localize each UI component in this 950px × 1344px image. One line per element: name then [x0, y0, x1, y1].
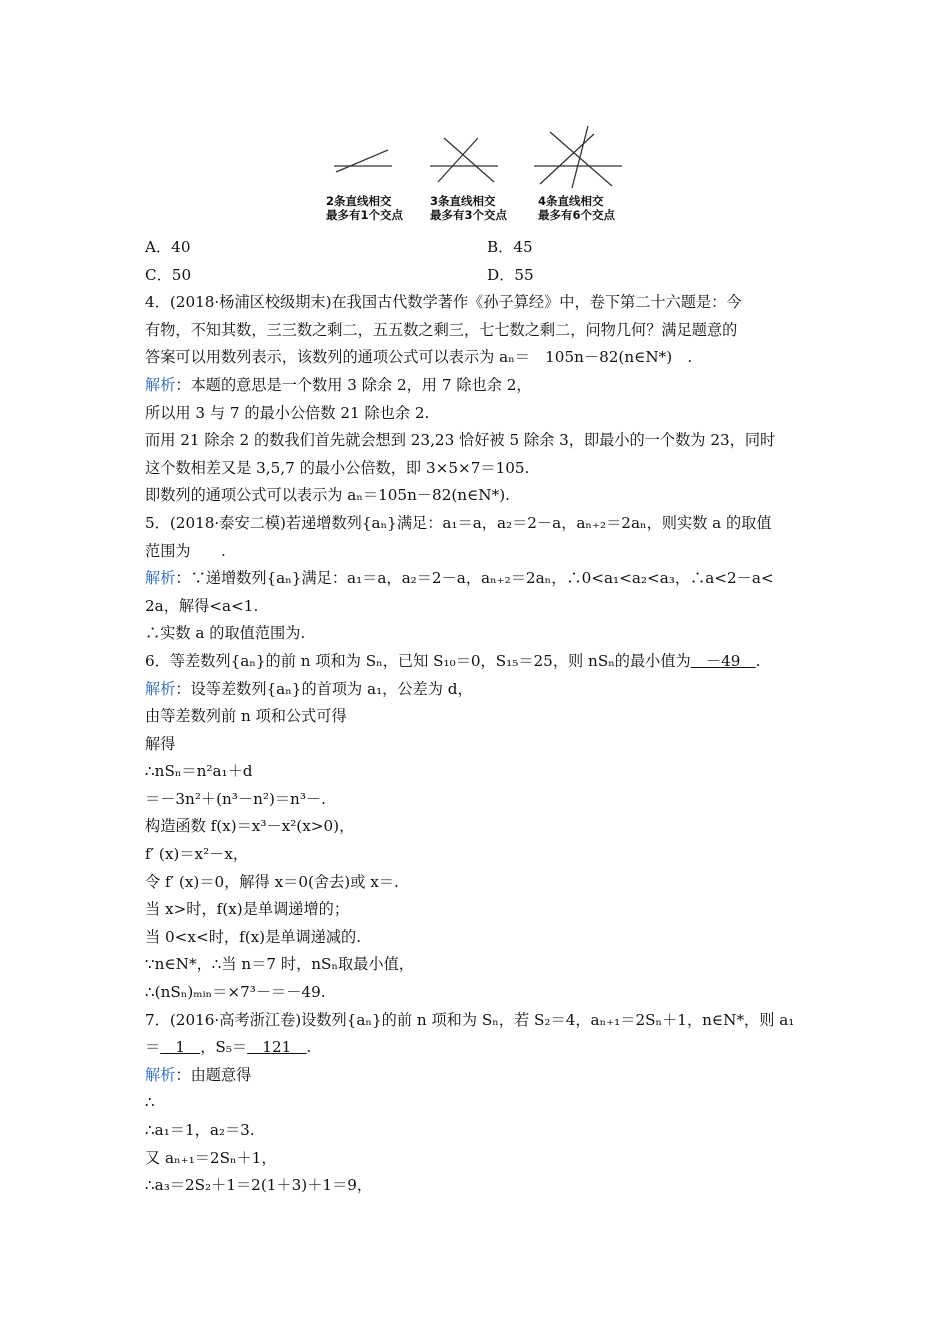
answer-blank: －49: [690, 651, 756, 670]
caption-line: 最多有1个交点: [326, 208, 404, 222]
option-b: B．45: [487, 238, 533, 256]
document-content: [145, 234, 810, 1200]
text-line: [145, 289, 810, 317]
text-line: [145, 896, 810, 924]
text-line: [145, 427, 810, 455]
options-row-1: [145, 234, 810, 262]
text-line: [145, 482, 810, 510]
text-line: [145, 510, 810, 538]
line-text: ＝: [145, 1038, 161, 1057]
line-text: ∴a₃＝2S₂＋1＝2(1＋3)＋1＝9，: [145, 1176, 373, 1195]
line-text: 5．(2018·泰安二模)若递增数列{aₙ}满足：a₁＝a，a₂＝2－a，aₙ₊₂＝2aₙ，则实数 a 的取值: [145, 513, 772, 532]
text-line: [145, 565, 810, 593]
line-text: 所以用 3 与 7 的最小公倍数 21 除也余 2.: [145, 403, 430, 422]
text-line: [145, 924, 810, 952]
line-text: 而用 21 除余 2 的数我们首先就会想到 23,23 恰好被 5 除余 3，即最小的一个数为 23，同时: [145, 431, 776, 450]
text-line: [145, 1034, 810, 1062]
text-line: [145, 841, 810, 869]
line-text: 当 x>时，f(x)是单调递增的；: [145, 900, 350, 919]
line-text: ∴nSₙ＝n²a₁＋d: [145, 762, 253, 781]
text-line: [145, 869, 810, 897]
text-line: [145, 1089, 810, 1117]
line-text: 4．(2018·杨浦区校级期末)在我国古代数学著作《孙子算经》中，卷下第二十六题是：今: [145, 293, 742, 312]
caption-line: 3条直线相交: [430, 194, 496, 208]
jiexi-label: 解析: [145, 375, 176, 394]
caption-line: 2条直线相交: [326, 194, 392, 208]
text-line: [145, 676, 810, 704]
text-line: [145, 455, 810, 483]
line-text: ：本题的意思是一个数用 3 除余 2，用 7 除也余 2，: [175, 375, 532, 394]
line-text: 范围为 .: [145, 541, 226, 560]
line-text: 2a，解得<a<1.: [145, 596, 259, 615]
caption-four-lines: [538, 194, 615, 222]
text-line: [145, 538, 810, 566]
intersecting-lines-figure: [326, 122, 636, 230]
text-line: [145, 593, 810, 621]
text-line: [145, 1062, 810, 1090]
line-text: 这个数相差又是 3,5,7 的最小公倍数，即 3×5×7＝105.: [145, 458, 530, 477]
text-line: [145, 1172, 810, 1200]
caption-two-lines: [326, 194, 403, 222]
line-text: ＝－3n²＋(n³－n²)＝n³－.: [145, 789, 326, 808]
line-text: .: [306, 1038, 312, 1057]
line-text: 令 f′ (x)＝0，解得 x＝0(舍去)或 x＝.: [145, 872, 399, 891]
line-text: ∵n∈N*，∴当 n＝7 时，nSₙ取最小值，: [145, 955, 414, 974]
line-text: .: [755, 651, 761, 670]
text-line: [145, 731, 810, 759]
line-text: 答案可以用数列表示，该数列的通项公式可以表示为 aₙ＝ 105n－82(n∈N*) .: [145, 348, 693, 367]
line-text: ：∵递增数列{aₙ}满足：a₁＝a，a₂＝2－a，aₙ₊₂＝2aₙ，∴0<a₁<a₂<a₃，∴a<2－a<: [175, 569, 774, 588]
line-text: ∴实数 a 的取值范围为.: [145, 624, 306, 643]
jiexi-label: 解析: [145, 569, 176, 588]
line-text: ∴(nSₙ)ₘᵢₙ＝×7³－＝－49.: [145, 983, 326, 1002]
line-text: f′ (x)＝x²－x，: [145, 845, 249, 864]
text-line: [145, 317, 810, 345]
text-line: [145, 951, 810, 979]
option-a: A．40: [145, 238, 191, 256]
line-text: 解得: [145, 734, 176, 753]
line-text: ：设等差数列{aₙ}的首项为 a₁，公差为 d，: [175, 679, 473, 698]
text-line: [145, 813, 810, 841]
text-line: [145, 372, 810, 400]
text-line: [145, 344, 810, 372]
text-line: [145, 1145, 810, 1173]
text-line: [145, 786, 810, 814]
options-row-2: [145, 262, 810, 290]
line-text: 又 aₙ₊₁＝2Sₙ＋1，: [145, 1148, 277, 1167]
line-text: 6．等差数列{aₙ}的前 n 项和为 Sₙ，已知 S₁₀＝0，S₁₅＝25，则 nSₙ的最小值为: [145, 651, 691, 670]
lines-diagram: [326, 122, 636, 202]
option-c: C．50: [145, 265, 192, 284]
text-line: [145, 1117, 810, 1145]
line-text: ，S₅＝: [200, 1038, 248, 1057]
three-lines-panel: [430, 138, 498, 182]
jiexi-label: 解析: [145, 1065, 176, 1084]
option-d: D．55: [487, 265, 534, 284]
text-line: [145, 703, 810, 731]
text-line: [145, 758, 810, 786]
jiexi-label: 解析: [145, 679, 176, 698]
caption-line: 4条直线相交: [538, 194, 604, 208]
line-text: ：由题意得: [175, 1065, 252, 1084]
caption-line: 最多有6个交点: [538, 208, 616, 222]
line-text: 当 0<x<时，f(x)是单调递减的.: [145, 927, 362, 946]
text-line: [145, 1007, 810, 1035]
two-lines-panel: [334, 150, 392, 172]
answer-blank: 121: [247, 1038, 307, 1057]
line-text: 即数列的通项公式可以表示为 aₙ＝105n－82(n∈N*).: [145, 486, 510, 505]
line-text: ∴: [145, 1093, 155, 1112]
line-text: 有物，不知其数，三三数之剩二，五五数之剩三，七七数之剩二，问物几何？满足题意的: [145, 320, 738, 339]
text-line: [145, 620, 810, 648]
text-line: [145, 400, 810, 428]
line-text: 构造函数 f(x)＝x³－x²(x>0)，: [145, 817, 355, 836]
four-lines-panel: [534, 126, 622, 188]
line-text: ∴a₁＝1，a₂＝3.: [145, 1121, 255, 1139]
caption-line: 最多有3个交点: [430, 208, 508, 222]
answer-blank: 1: [160, 1038, 201, 1057]
text-lines: [145, 289, 810, 1200]
text-line: [145, 648, 810, 676]
line-text: 7．(2016·高考浙江卷)设数列{aₙ}的前 n 项和为 Sₙ，若 S₂＝4，aₙ₊₁＝2Sₙ＋1，n∈N*，则 a₁: [145, 1010, 795, 1029]
caption-three-lines: [430, 194, 507, 222]
text-line: [145, 979, 810, 1007]
line-text: 由等差数列前 n 项和公式可得: [145, 707, 347, 726]
